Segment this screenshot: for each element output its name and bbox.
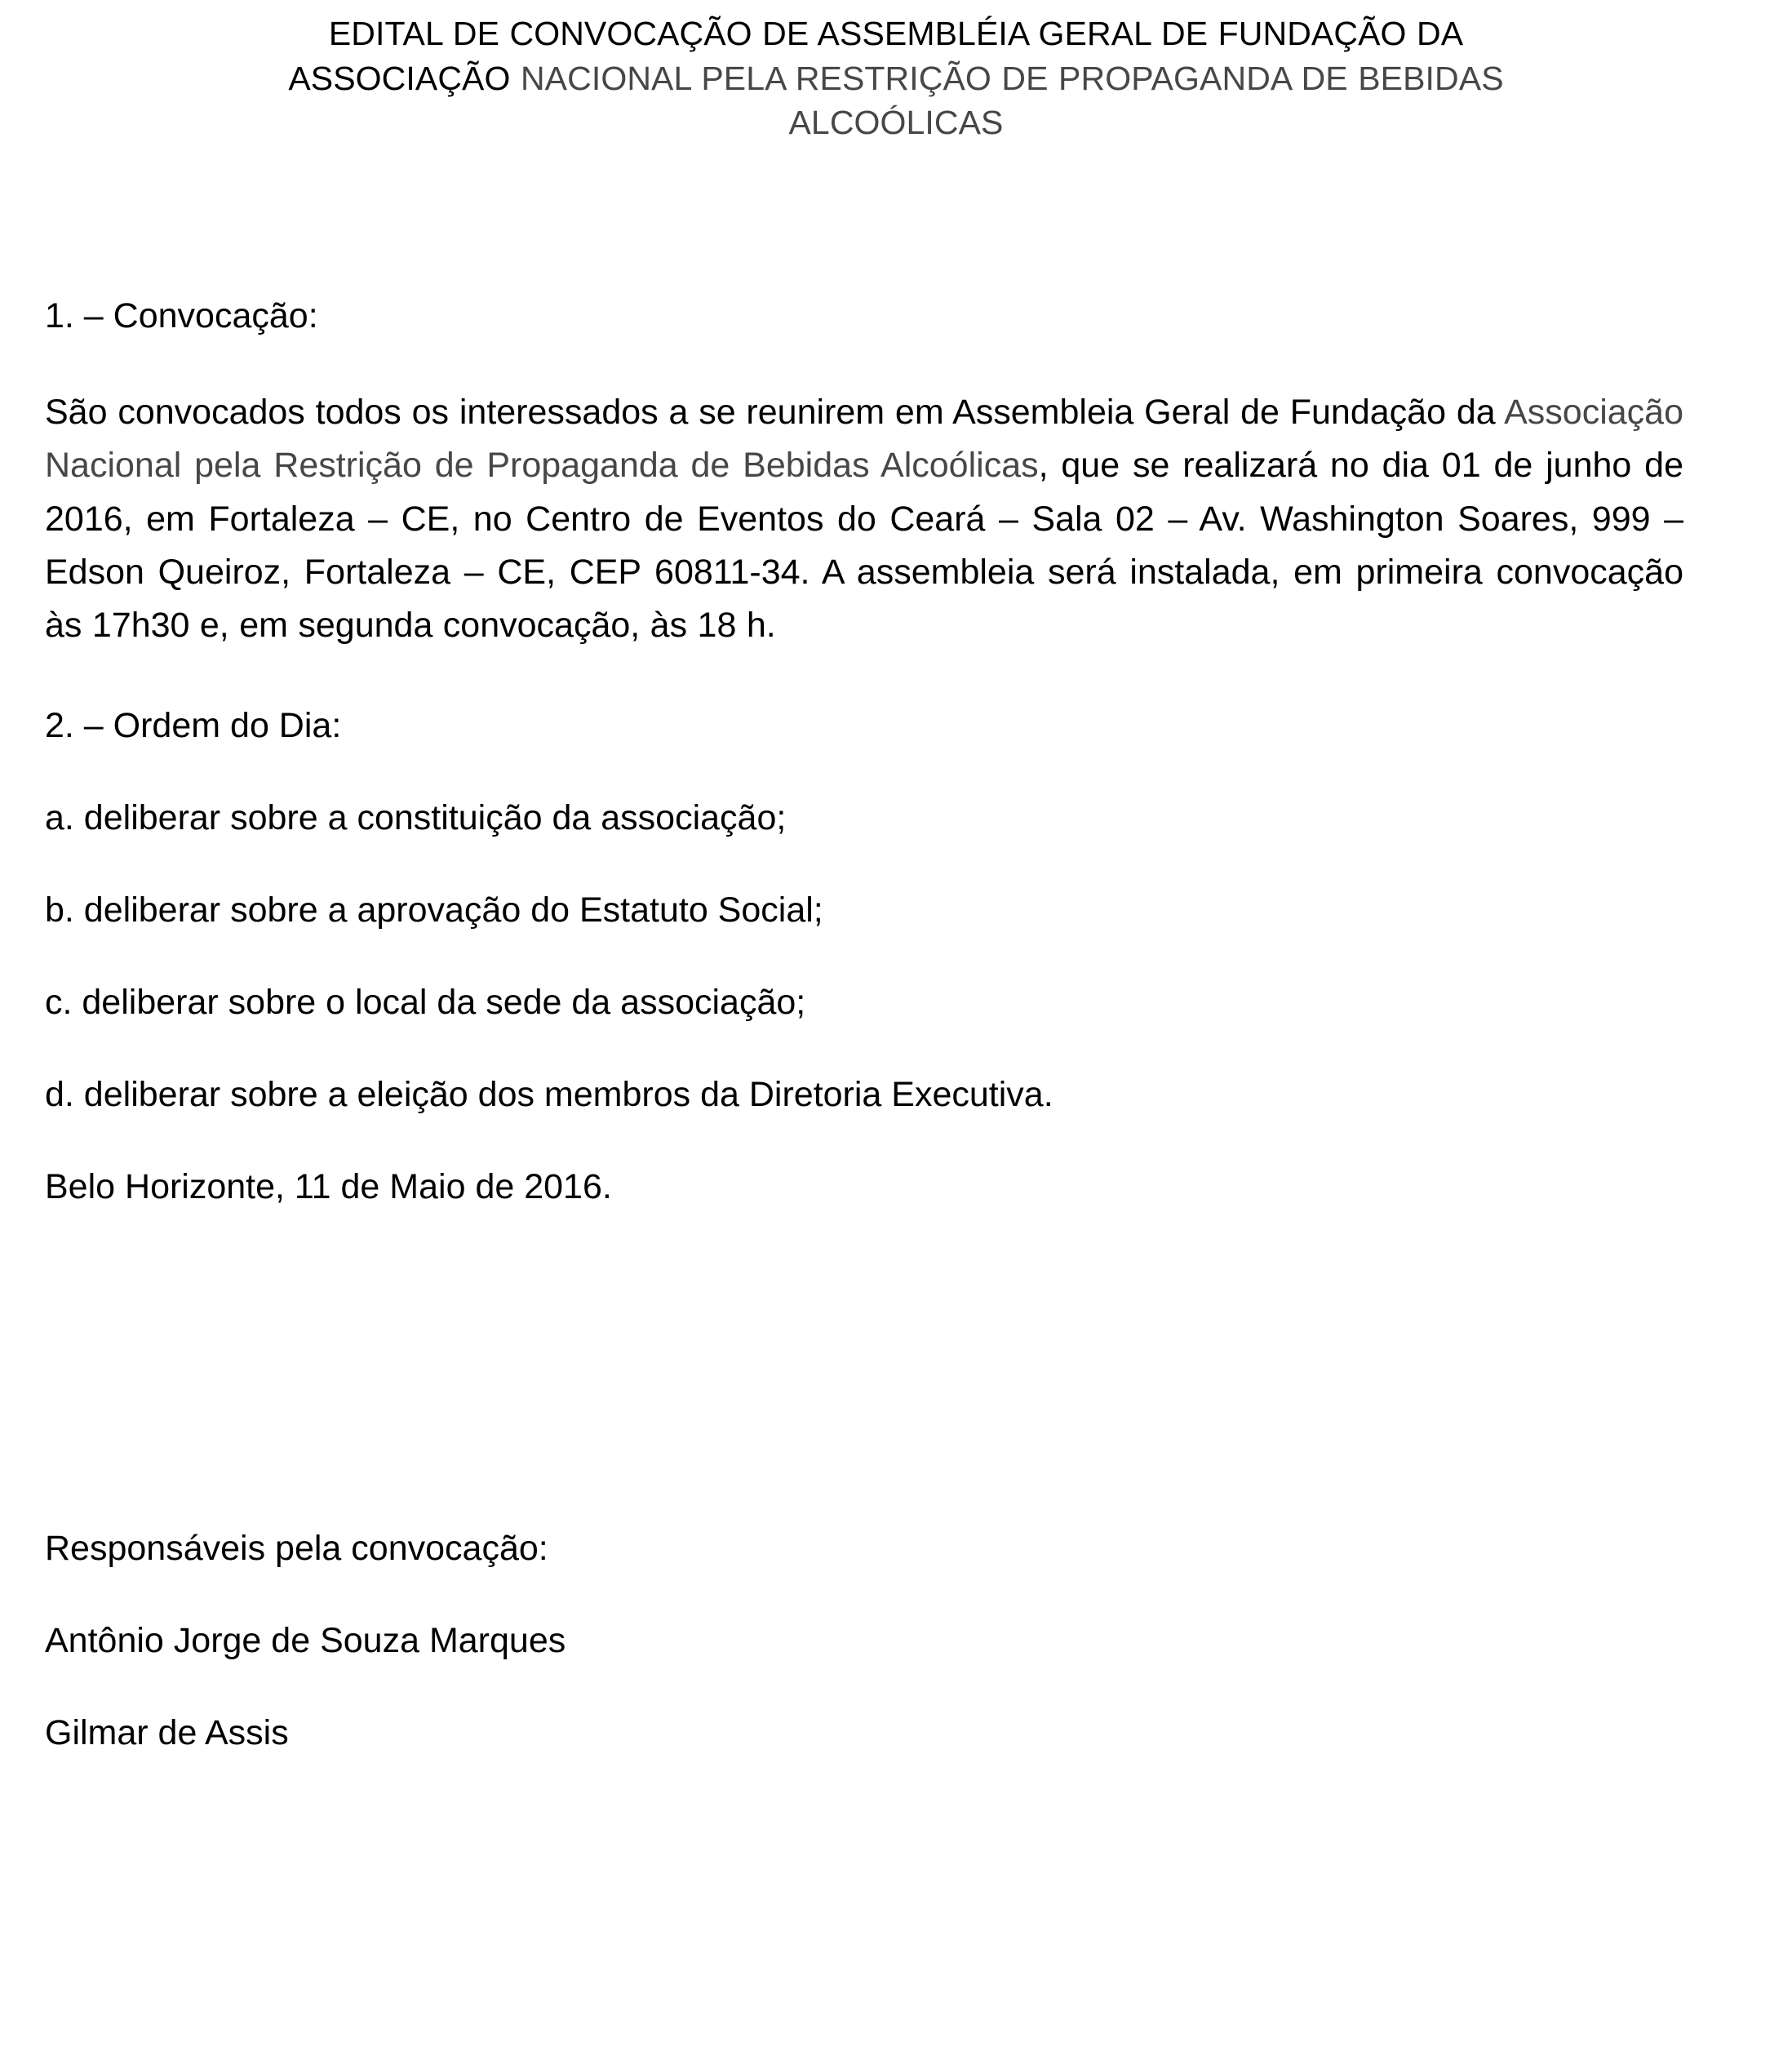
spacer — [45, 334, 1683, 386]
spacer — [45, 1659, 1683, 1716]
spacer — [45, 744, 1683, 801]
document-title — [98, 11, 1694, 145]
spacer — [45, 653, 1683, 708]
section-1-paragraph — [45, 386, 1683, 653]
paragraph-part-2: , que se realizará no dia 01 de junho de 2016, em Fortaleza – CE, no Centro de Eventos do Ceará – Sala 02 – Av. Washington Soares, 999 – Edson Queiroz, Fortaleza – CE, CEP 60811-34. A assembleia será instalada, em primeira convocação às 17h30 e, em segunda convocação, às 18 h. — [45, 446, 1683, 646]
signatures-heading: Responsáveis pela convocação: — [45, 1528, 548, 1568]
agenda-item-c: c. deliberar sobre o local da sede da associação; — [45, 982, 806, 1022]
spacer — [45, 928, 1683, 985]
agenda-item-a: a. deliberar sobre a constituição da associação; — [45, 797, 787, 837]
paragraph-part-1: São convocados todos os interessados a se reunirem em Assembleia Geral de Fundação da — [45, 393, 1505, 432]
spacer — [45, 1112, 1683, 1170]
title-line-1-text: EDITAL DE CONVOCAÇÃO DE ASSEMBLÉIA GERAL DE FUNDAÇÃO DA — [328, 15, 1464, 52]
title-line-1 — [98, 11, 1694, 56]
spacer-signature-gap — [45, 1205, 1683, 1531]
agenda-item-d: d. deliberar sobre a eleição dos membros da Diretoria Executiva. — [45, 1074, 1053, 1114]
title-line-2-black-text: ASSOCIAÇÃO — [288, 59, 521, 97]
title-line-2 — [98, 56, 1694, 101]
title-line-2-gray-text: NACIONAL PELA RESTRIÇÃO DE PROPAGANDA DE BEBIDAS — [520, 59, 1504, 97]
spacer — [45, 1566, 1683, 1623]
document-body — [45, 296, 1683, 1752]
paragraph-entity-name: Associação Nacional pela Restrição de Propaganda de Bebidas Alcoólicas — [45, 393, 1683, 486]
title-line-3 — [98, 100, 1694, 145]
signatory-name-2: Gilmar de Assis — [45, 1712, 289, 1752]
section-1-heading: 1. – Convocação: — [45, 296, 318, 335]
section-2-heading: 2. – Ordem do Dia: — [45, 705, 342, 745]
agenda-item-b: b. deliberar sobre a aprovação do Estatuto Social; — [45, 890, 823, 930]
title-line-3-text: ALCOÓLICAS — [788, 104, 1004, 142]
place-and-date: Belo Horizonte, 11 de Maio de 2016. — [45, 1166, 612, 1206]
spacer — [45, 1020, 1683, 1077]
signatory-name-1: Antônio Jorge de Souza Marques — [45, 1620, 566, 1660]
spacer — [45, 836, 1683, 893]
